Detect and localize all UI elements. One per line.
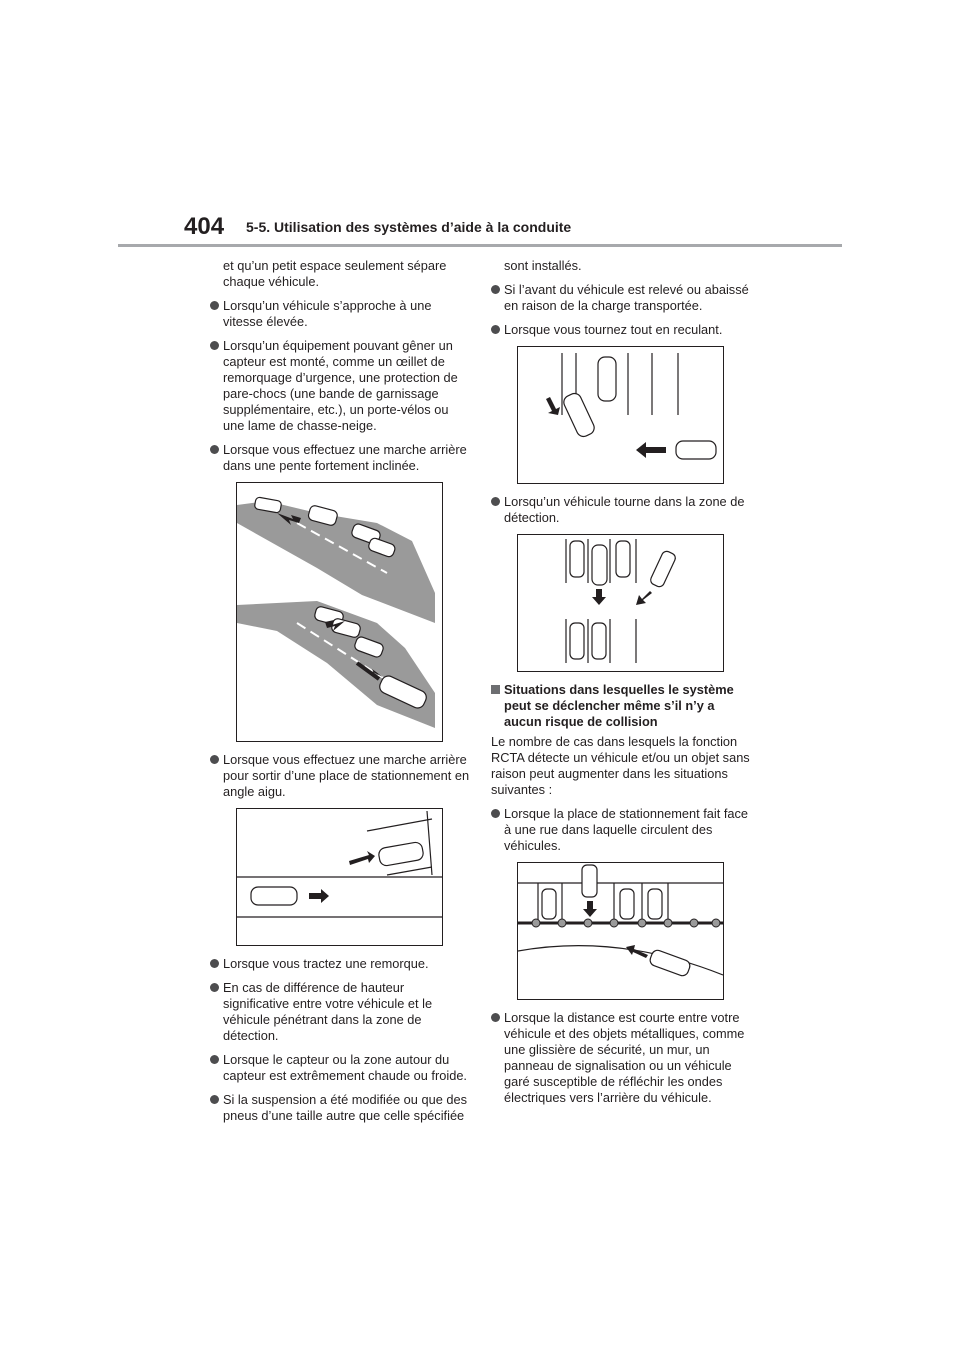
bullet-text: Lorsque le capteur ou la zone autour du capteur est extrêmement chaude ou froide. [223,1052,467,1083]
right-column [491,258,753,1114]
bullet-item [210,1052,470,1084]
bullet-text: Si la suspension a été modifiée ou que des pneus d’une taille autre que celle spécifiée [223,1092,468,1123]
bullet-icon [210,959,219,968]
bullet-item [210,298,470,330]
bullet-icon [491,325,500,334]
bullet-text: Lorsqu’un équipement pouvant gêner un capteur est monté, comme un œillet de remorquage d’urgence, une protection de pare-chocs (une bande de garnissage supplémentaire, etc.), un porte-vélos ou une lame de chasse-neige. [223,338,458,433]
slope-illustration [236,482,443,742]
bullet-item [210,956,470,972]
section-heading [491,682,753,730]
bullet-icon [210,445,219,454]
bullet-item [491,322,753,338]
bullet-icon [210,1095,219,1104]
intro-text: Le nombre de cas dans lesquels la fonction RCTA détecte un véhicule et/ou un objet sans raison peut augmenter dans les situations suivantes : [491,734,750,797]
continuation-text: et qu’un petit espace seulement sépare chaque véhicule. [223,258,447,289]
bullet-icon [210,755,219,764]
bullet-item [491,806,753,854]
bullet-icon [210,301,219,310]
bullet-icon [210,1055,219,1064]
bullet-icon [491,285,500,294]
bullet-icon [491,497,500,506]
bullet-item [491,1010,753,1106]
bullet-item [210,1092,470,1124]
bullet-icon [210,341,219,350]
bullet-text: Lorsque vous effectuez une marche arrière dans une pente fortement inclinée. [223,442,467,473]
page-number: 404 [184,213,225,240]
bullet-item [210,752,470,800]
continuation-text: sont installés. [504,258,582,273]
turning-vehicle-illustration [517,534,724,672]
bullet-item [491,282,753,314]
bullet-text: Lorsqu’un véhicule s’approche à une vitesse élevée. [223,298,432,329]
bullet-icon [491,809,500,818]
section-title: 5-5. Utilisation des systèmes d’aide à la conduite [246,219,572,235]
bullet-text: Si l’avant du véhicule est relevé ou abaissé en raison de la charge transportée. [504,282,749,313]
bullet-text: Lorsque vous effectuez une marche arrière pour sortir d’une place de stationnement en angle aigu. [223,752,470,799]
left-column [210,258,470,1132]
angle-parking-illustration [236,808,443,946]
bullet-icon [491,1013,500,1022]
bullet-text: En cas de différence de hauteur significative entre votre véhicule et le véhicule pénétrant dans la zone de détection. [223,980,433,1043]
bullet-item [210,980,470,1044]
bullet-item [210,338,470,434]
bullet-item [491,494,753,526]
bullet-text: Lorsque vous tractez une remorque. [223,956,429,971]
bullet-text: Lorsque vous tournez tout en reculant. [504,322,723,337]
turning-reverse-illustration [517,346,724,484]
bullet-text: Lorsque la place de stationnement fait face à une rue dans laquelle circulent des véhicules. [504,806,749,853]
bullet-item [210,442,470,474]
square-bullet-icon [491,685,500,694]
street-facing-parking-illustration [517,862,724,1000]
header-rule [118,244,842,247]
bullet-icon [210,983,219,992]
heading-text: Situations dans lesquelles le système peut se déclencher même s’il n’y a aucun risque de collision [504,682,734,729]
bullet-text: Lorsque la distance est courte entre votre véhicule et des objets métalliques, comme une glissière de sécurité, un mur, un panneau de signalisation ou un véhicule garé susceptible de réfléchir les ondes électriques vers l’arrière du véhicule. [504,1010,745,1105]
bullet-text: Lorsqu’un véhicule tourne dans la zone de détection. [504,494,745,525]
